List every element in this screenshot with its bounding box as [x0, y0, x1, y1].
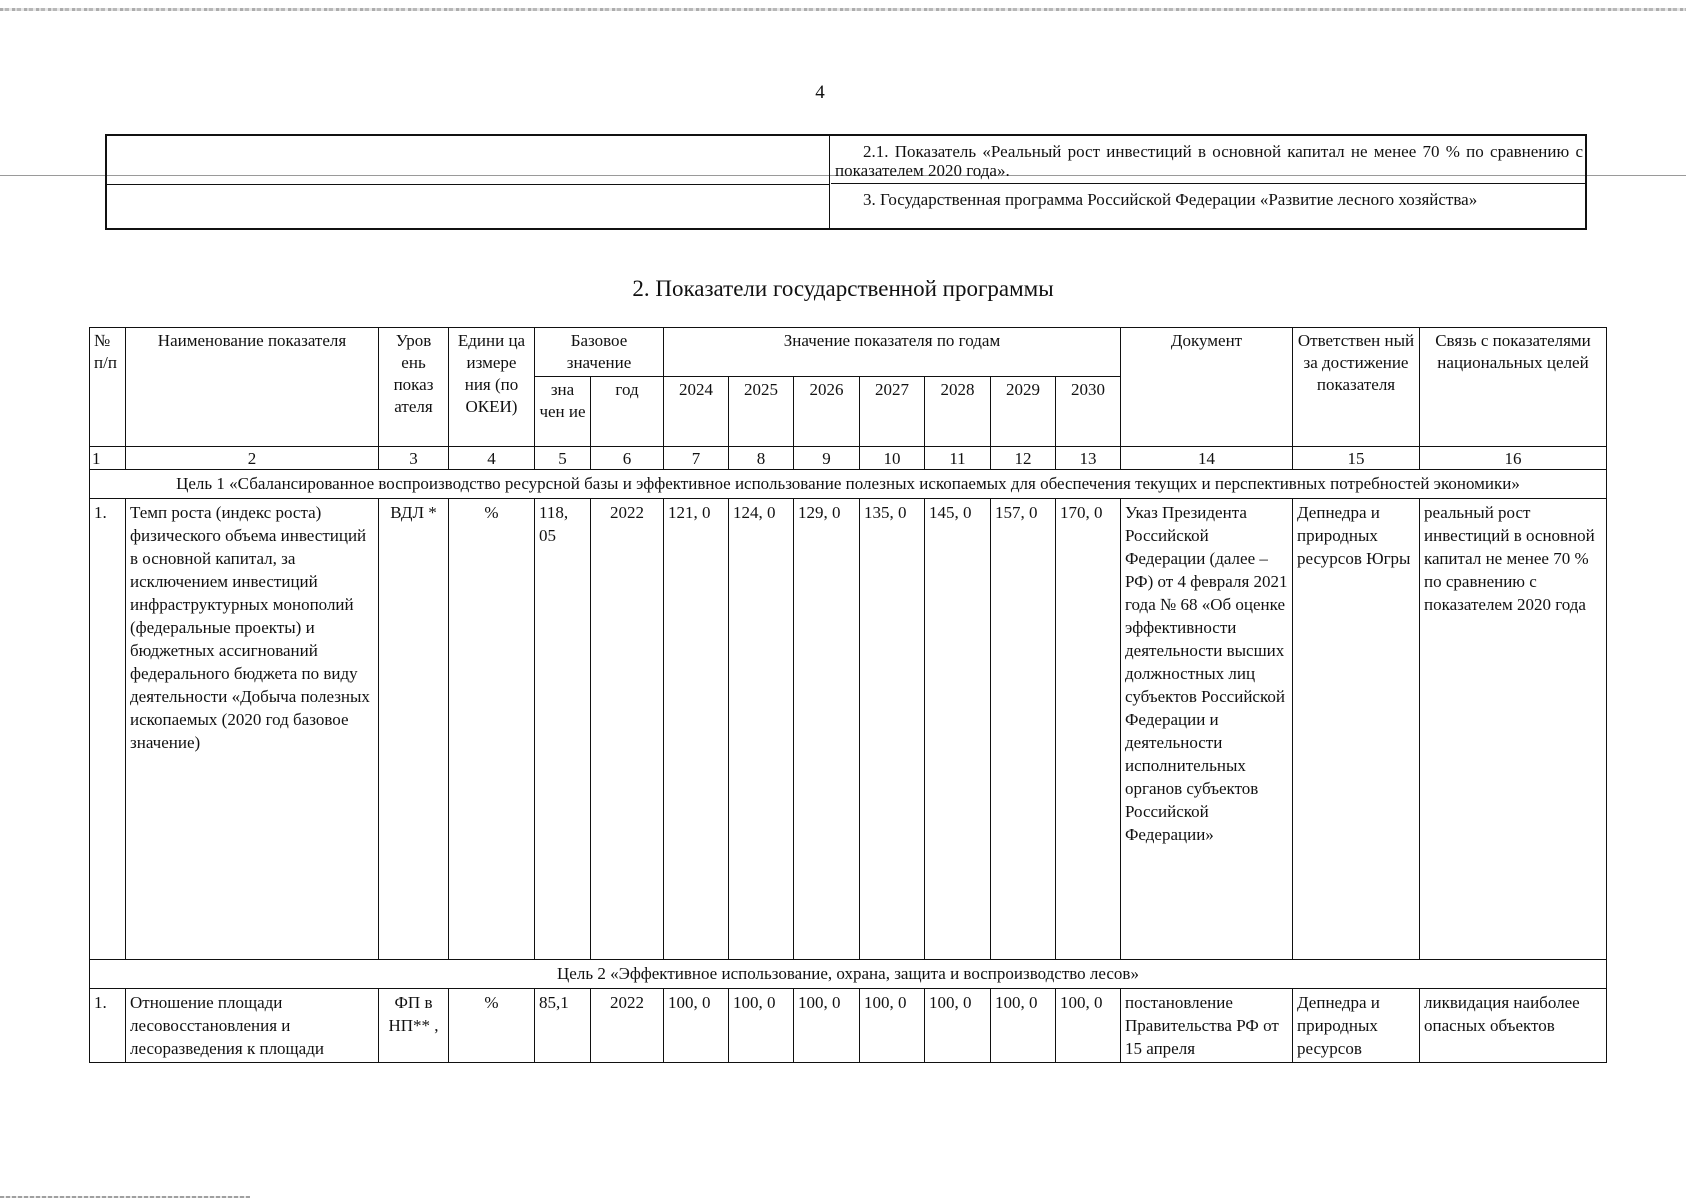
indicator-link: ликвидация наиболее опасных объектов [1420, 989, 1607, 1063]
header-base: Базовое значение [535, 328, 664, 377]
column-number: 5 [535, 447, 591, 470]
header-link: Связь с показателями национальных целей [1420, 328, 1607, 447]
header-base-year: год [591, 377, 664, 447]
column-number: 12 [991, 447, 1056, 470]
column-number: 16 [1420, 447, 1607, 470]
base-value: 118, 05 [535, 499, 591, 960]
header-year: 2028 [925, 377, 991, 447]
scan-edge-top [0, 8, 1686, 11]
header-year: 2025 [729, 377, 794, 447]
indicator-responsible: Депнедра и природных ресурсов [1293, 989, 1420, 1063]
column-numbers-row [90, 447, 1607, 470]
column-number: 6 [591, 447, 664, 470]
indicator-unit: % [449, 989, 535, 1063]
indicator-name: Отношение площади лесовосстановления и лесоразведения к площади [126, 989, 379, 1063]
year-value: 135, 0 [860, 499, 925, 960]
goal-1-text: Цель 1 «Сбалансированное воспроизводство ресурсной базы и эффективное использование полезных ископаемых для обеспечения текущих и перспективных потребностей экономики» [90, 470, 1607, 499]
indicator-document: постановление Правительства РФ от 15 апреля [1121, 989, 1293, 1063]
indicator-level: ФП в НП** , [379, 989, 449, 1063]
goal-1-row [90, 470, 1607, 499]
header-base-value: зна чен ие [535, 377, 591, 447]
base-value: 85,1 [535, 989, 591, 1063]
column-number: 3 [379, 447, 449, 470]
header-year: 2024 [664, 377, 729, 447]
column-number: 10 [860, 447, 925, 470]
year-value: 124, 0 [729, 499, 794, 960]
indicator-document: Указ Президента Российской Федерации (далее – РФ) от 4 февраля 2021 года № 68 «Об оценке эффективности деятельности высших должностных лиц субъектов Российской Федерации и деятельности исполнительных органов субъектов Российской Федерации» [1121, 499, 1293, 960]
column-number: 15 [1293, 447, 1420, 470]
year-value: 145, 0 [925, 499, 991, 960]
table-row [90, 989, 1607, 1063]
column-number: 7 [664, 447, 729, 470]
year-value: 100, 0 [1056, 989, 1121, 1063]
header-name: Наименование показателя [126, 328, 379, 447]
row-num: 1. [90, 989, 126, 1063]
year-value: 100, 0 [664, 989, 729, 1063]
goal-2-row [90, 960, 1607, 989]
header-year: 2029 [991, 377, 1056, 447]
column-number: 4 [449, 447, 535, 470]
indicator-level: ВДЛ * [379, 499, 449, 960]
continuation-table [105, 134, 1587, 230]
column-number: 1 [90, 447, 126, 470]
header-row-1 [90, 328, 1607, 377]
year-value: 121, 0 [664, 499, 729, 960]
indicator-responsible: Депнедра и природных ресурсов Югры [1293, 499, 1420, 960]
indicator-unit: % [449, 499, 535, 960]
year-value: 170, 0 [1056, 499, 1121, 960]
item-3-text: 3. Государственная программа Российской Федерации «Развитие лесного хозяйства» [863, 190, 1478, 209]
column-number: 8 [729, 447, 794, 470]
column-number: 9 [794, 447, 860, 470]
column-number: 14 [1121, 447, 1293, 470]
continuation-row-2-1 [831, 136, 1587, 184]
year-value: 129, 0 [794, 499, 860, 960]
year-value: 157, 0 [991, 499, 1056, 960]
year-value: 100, 0 [794, 989, 860, 1063]
header-values-by-year: Значение показателя по годам [664, 328, 1121, 377]
header-num: № п/п [90, 328, 126, 447]
goal-2-text: Цель 2 «Эффективное использование, охрана, защита и воспроизводство лесов» [90, 960, 1607, 989]
header-level: Уров ень показ ателя [379, 328, 449, 447]
base-year: 2022 [591, 499, 664, 960]
header-responsible: Ответствен ный за достижение показателя [1293, 328, 1420, 447]
year-value: 100, 0 [860, 989, 925, 1063]
scan-edge-bottom [0, 1196, 250, 1198]
continuation-divider [107, 184, 829, 185]
item-2-1-text: 2.1. Показатель «Реальный рост инвестиций в основной капитал не менее 70 % по сравнению с показателем 2020 года». [835, 142, 1583, 180]
column-number: 13 [1056, 447, 1121, 470]
header-year: 2030 [1056, 377, 1121, 447]
continuation-row-3 [831, 184, 1587, 230]
header-document: Документ [1121, 328, 1293, 447]
base-year: 2022 [591, 989, 664, 1063]
year-value: 100, 0 [925, 989, 991, 1063]
header-year: 2027 [860, 377, 925, 447]
page-number: 4 [815, 82, 825, 103]
row-num: 1. [90, 499, 126, 960]
header-unit: Едини ца измере ния (по ОКЕИ) [449, 328, 535, 447]
indicators-table [89, 327, 1607, 1063]
column-number: 11 [925, 447, 991, 470]
table-row [90, 499, 1607, 960]
section-title: 2. Показатели государственной программы [632, 276, 1054, 301]
indicator-name: Темп роста (индекс роста) физического объема инвестиций в основной капитал, за исключением инвестиций инфраструктурных монополий (федеральные проекты) и бюджетных ассигнований федерального бюджета по виду деятельности «Добыча полезных ископаемых (2020 год базовое значение) [126, 499, 379, 960]
year-value: 100, 0 [991, 989, 1056, 1063]
continuation-left-cell [107, 136, 830, 228]
column-number: 2 [126, 447, 379, 470]
indicator-link: реальный рост инвестиций в основной капитал не менее 70 % по сравнению с показателем 2020 года [1420, 499, 1607, 960]
year-value: 100, 0 [729, 989, 794, 1063]
header-year: 2026 [794, 377, 860, 447]
